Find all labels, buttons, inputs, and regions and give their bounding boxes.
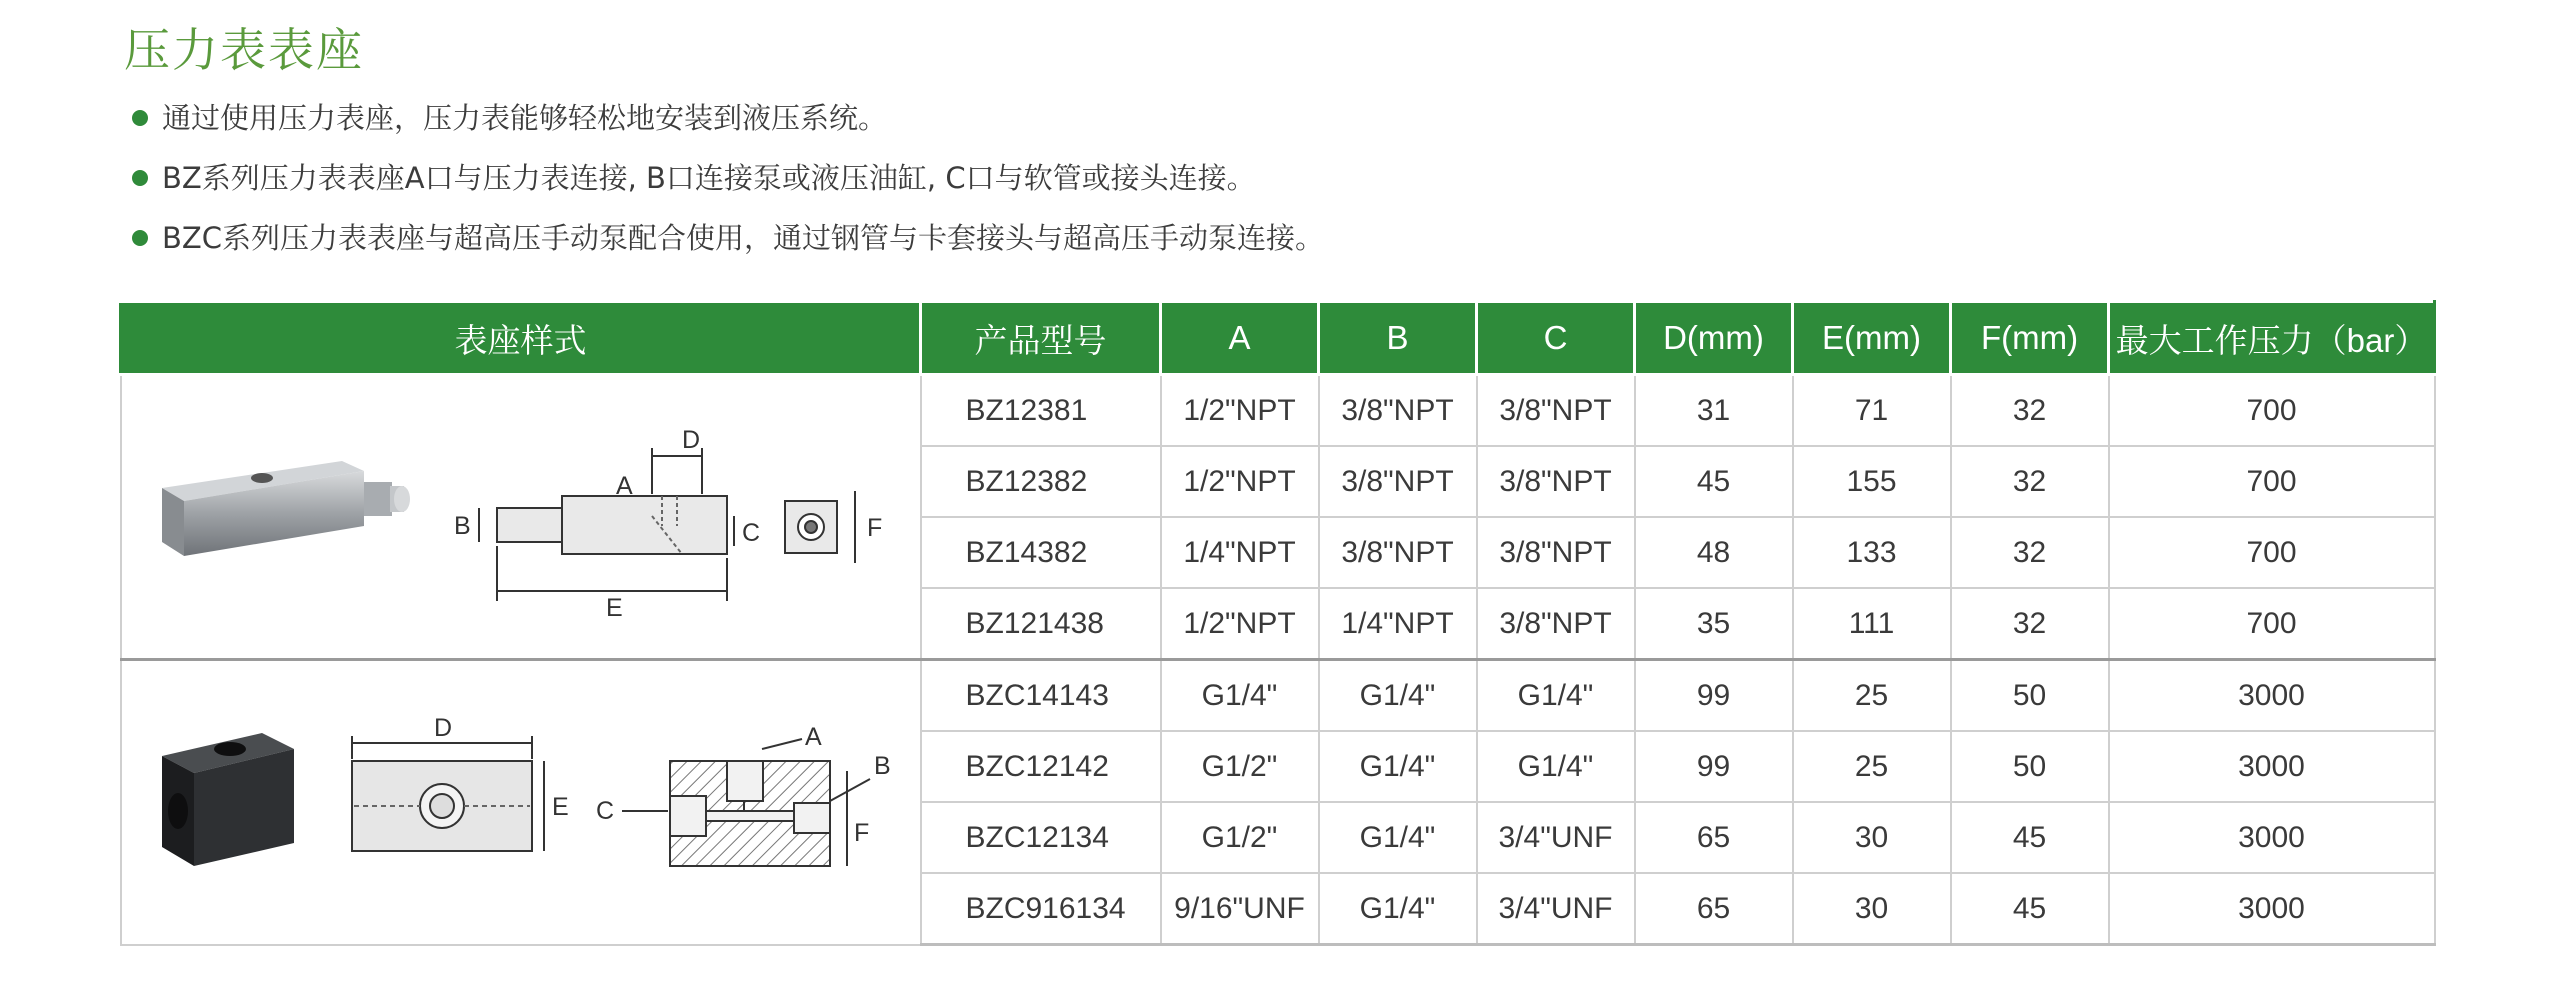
- port-b-cell: 1/4"NPT: [1319, 588, 1477, 660]
- f-cell: 32: [1951, 446, 2109, 517]
- pressure-cell: 700: [2109, 588, 2435, 660]
- port-c-cell: 3/8"NPT: [1477, 375, 1635, 447]
- bzc-series-illustration: [121, 660, 921, 945]
- bzc-section-view-drawing: [622, 739, 870, 866]
- d-cell: 48: [1635, 517, 1793, 588]
- header-pressure: 最大工作压力（bar）: [2109, 302, 2435, 375]
- bz-label-d: D: [681, 426, 700, 454]
- port-a-cell: 1/2"NPT: [1161, 375, 1319, 447]
- model-cell: BZC12134: [921, 802, 1161, 873]
- port-b-cell: 3/8"NPT: [1319, 446, 1477, 517]
- d-cell: 31: [1635, 375, 1793, 447]
- feature-list: [132, 94, 1324, 274]
- header-model: 产品型号: [921, 302, 1161, 375]
- d-cell: 99: [1635, 731, 1793, 802]
- bullet-icon: [132, 230, 148, 246]
- model-cell: BZ121438: [921, 588, 1161, 660]
- header-f: F(mm): [1951, 302, 2109, 375]
- page-title: 压力表表座: [124, 23, 364, 77]
- feature-text: BZC系列压力表表座与超高压手动泵配合使用，通过钢管与卡套接头与超高压手动泵连接。: [162, 221, 1325, 255]
- port-c-cell: 3/8"NPT: [1477, 588, 1635, 660]
- d-cell: 65: [1635, 873, 1793, 945]
- port-b-cell: 3/8"NPT: [1319, 375, 1477, 447]
- header-e: E(mm): [1793, 302, 1951, 375]
- f-cell: 32: [1951, 517, 2109, 588]
- port-a-cell: G1/4": [1161, 660, 1319, 732]
- port-a-cell: 1/2"NPT: [1161, 446, 1319, 517]
- bz-product-photo: [162, 461, 410, 556]
- bzc-label-a: A: [804, 723, 822, 752]
- model-cell: BZC14143: [921, 660, 1161, 732]
- e-cell: 133: [1793, 517, 1951, 588]
- f-cell: 32: [1951, 375, 2109, 447]
- e-cell: 30: [1793, 802, 1951, 873]
- pressure-cell: 3000: [2109, 873, 2435, 945]
- bz-series-illustration: [121, 375, 921, 660]
- bzc-product-photo: [162, 733, 294, 866]
- bz-label-a: A: [615, 472, 633, 500]
- pressure-cell: 700: [2109, 517, 2435, 588]
- feature-item: [132, 94, 1324, 154]
- feature-text: 通过使用压力表座，压力表能够轻松地安装到液压系统。: [162, 101, 888, 135]
- bz-label-e: E: [605, 594, 623, 622]
- feature-text: BZ系列压力表表座A口与压力表连接, B口连接泵或液压油缸, C口与软管或接头连接。: [162, 161, 1256, 195]
- f-cell: 45: [1951, 873, 2109, 945]
- bz-gauge-block-diagram: [122, 376, 922, 658]
- port-c-cell: 3/4"UNF: [1477, 873, 1635, 945]
- bzc-label-d: D: [433, 714, 452, 743]
- port-c-cell: 3/8"NPT: [1477, 517, 1635, 588]
- header-c: C: [1477, 302, 1635, 375]
- e-cell: 111: [1793, 588, 1951, 660]
- feature-item: [132, 154, 1324, 214]
- table-header-row: [121, 302, 2435, 375]
- bzc-label-c: C: [595, 797, 614, 826]
- table-row: [121, 375, 2435, 447]
- bzc-label-e: E: [551, 793, 569, 822]
- model-cell: BZ14382: [921, 517, 1161, 588]
- bz-label-f: F: [866, 514, 882, 542]
- bzc-label-b: B: [873, 752, 891, 781]
- bullet-icon: [132, 170, 148, 186]
- d-cell: 99: [1635, 660, 1793, 732]
- header-a: A: [1161, 302, 1319, 375]
- pressure-cell: 3000: [2109, 660, 2435, 732]
- f-cell: 45: [1951, 802, 2109, 873]
- bzc-front-view-drawing: [352, 736, 544, 851]
- port-a-cell: G1/2": [1161, 802, 1319, 873]
- bullet-icon: [132, 110, 148, 126]
- e-cell: 30: [1793, 873, 1951, 945]
- bzc-gauge-block-diagram: [122, 661, 922, 943]
- bz-end-view-drawing: [785, 491, 855, 563]
- pressure-cell: 3000: [2109, 802, 2435, 873]
- e-cell: 25: [1793, 660, 1951, 732]
- model-cell: BZ12381: [921, 375, 1161, 447]
- bz-label-c: C: [741, 519, 760, 547]
- e-cell: 71: [1793, 375, 1951, 447]
- port-c-cell: 3/4"UNF: [1477, 802, 1635, 873]
- port-b-cell: 3/8"NPT: [1319, 517, 1477, 588]
- model-cell: BZC12142: [921, 731, 1161, 802]
- f-cell: 50: [1951, 731, 2109, 802]
- port-a-cell: 1/2"NPT: [1161, 588, 1319, 660]
- model-cell: BZ12382: [921, 446, 1161, 517]
- d-cell: 35: [1635, 588, 1793, 660]
- bz-label-b: B: [453, 512, 471, 540]
- header-style: 表座样式: [121, 302, 921, 375]
- port-b-cell: G1/4": [1319, 660, 1477, 732]
- spec-table: [119, 300, 2436, 946]
- pressure-cell: 700: [2109, 446, 2435, 517]
- port-b-cell: G1/4": [1319, 802, 1477, 873]
- model-cell: BZC916134: [921, 873, 1161, 945]
- feature-item: [132, 214, 1324, 274]
- bzc-label-f: F: [853, 819, 869, 848]
- d-cell: 45: [1635, 446, 1793, 517]
- port-a-cell: G1/2": [1161, 731, 1319, 802]
- f-cell: 50: [1951, 660, 2109, 732]
- d-cell: 65: [1635, 802, 1793, 873]
- e-cell: 155: [1793, 446, 1951, 517]
- port-a-cell: 1/4"NPT: [1161, 517, 1319, 588]
- e-cell: 25: [1793, 731, 1951, 802]
- port-b-cell: G1/4": [1319, 873, 1477, 945]
- port-c-cell: G1/4": [1477, 731, 1635, 802]
- pressure-cell: 700: [2109, 375, 2435, 447]
- table-row: [121, 660, 2435, 732]
- port-c-cell: 3/8"NPT: [1477, 446, 1635, 517]
- port-a-cell: 9/16"UNF: [1161, 873, 1319, 945]
- port-b-cell: G1/4": [1319, 731, 1477, 802]
- bz-side-view-drawing: [479, 448, 734, 601]
- port-c-cell: G1/4": [1477, 660, 1635, 732]
- f-cell: 32: [1951, 588, 2109, 660]
- header-d: D(mm): [1635, 302, 1793, 375]
- header-b: B: [1319, 302, 1477, 375]
- pressure-cell: 3000: [2109, 731, 2435, 802]
